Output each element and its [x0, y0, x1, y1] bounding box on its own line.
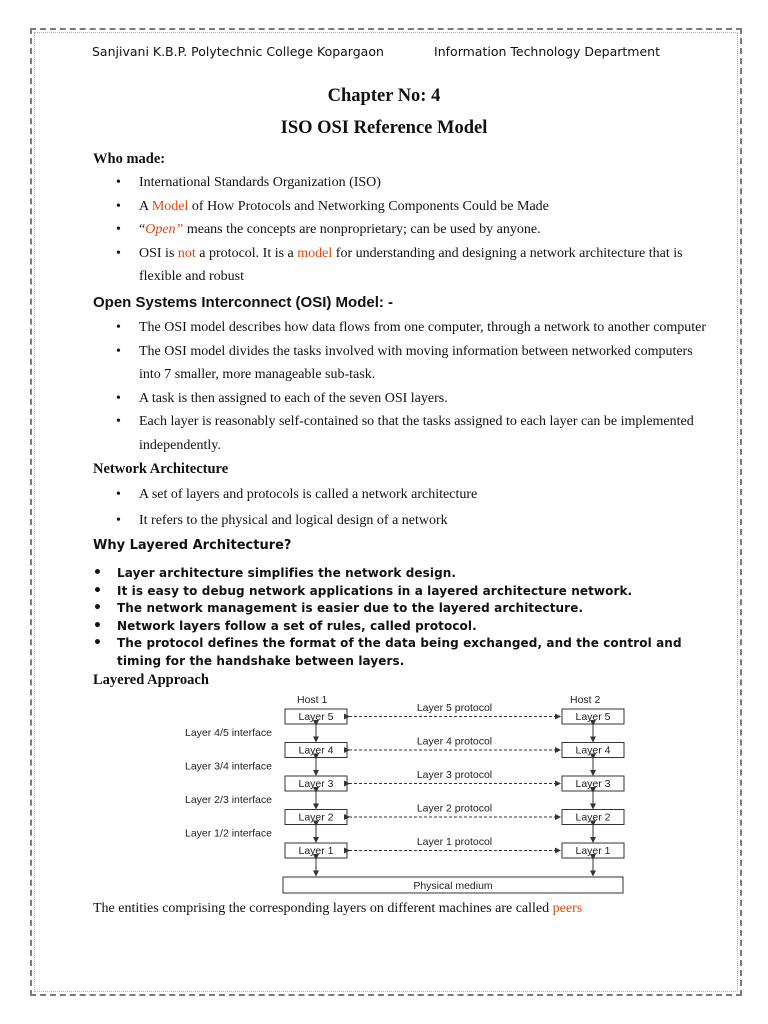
list-item: • Network layers follow a set of rules, called protocol.	[0, 618, 727, 636]
osi-model-list	[0, 316, 729, 457]
host1-layer-label: Layer 2	[298, 811, 334, 824]
list-item: • The network management is easier due to the layered architecture.	[0, 600, 727, 618]
host2-layer-label: Layer 2	[575, 811, 611, 824]
college-name: Sanjivani K.B.P. Polytechnic College Kopargaon	[92, 44, 384, 59]
who-made-heading: Who made:	[93, 151, 166, 167]
who-made-list	[0, 171, 699, 289]
list-item: • “Open” means the concepts are nonproprietary; can be used by anyone.	[0, 218, 699, 242]
list-item: • OSI is not a protocol. It is a model for understanding and designing a network architecture that is flexible and robust	[0, 242, 699, 289]
protocol-label: Layer 4 protocol	[416, 735, 493, 748]
why-layered-heading: Why Layered Architecture?	[93, 538, 292, 553]
host1-layer-label: Layer 3	[298, 778, 334, 790]
host2-layer-label: Layer 1	[575, 845, 611, 857]
list-item: • The OSI model divides the tasks involved with moving information between networked computers into 7 smaller, more manageable sub-task.	[0, 340, 699, 387]
interface-label: Layer 3/4 interface	[185, 760, 272, 773]
host2-layer-label: Layer 5	[575, 711, 611, 723]
list-item: • A set of layers and protocols is called a network architecture	[0, 483, 699, 507]
why-layered-list	[0, 565, 727, 670]
list-item: • International Standards Organization (ISO)	[0, 171, 699, 195]
layers-group	[185, 702, 624, 876]
list-item: • Layer architecture simplifies the network design.	[0, 565, 727, 583]
host1-layer-label: Layer 1	[298, 845, 334, 857]
host2-layer-label: Layer 4	[575, 744, 611, 757]
page-header	[92, 44, 660, 60]
layered-approach-diagram	[185, 692, 630, 898]
department-name: Information Technology Department	[434, 44, 660, 59]
chapter-number: Chapter No: 4	[327, 86, 441, 106]
interface-label: Layer 2/3 interface	[185, 794, 272, 806]
network-architecture-heading: Network Architecture	[93, 461, 229, 477]
host2-layer-label: Layer 3	[575, 778, 611, 790]
layered-approach-heading: Layered Approach	[93, 672, 209, 688]
list-item: • It refers to the physical and logical design of a network	[0, 509, 699, 533]
list-item: • The OSI model describes how data flows from one computer, through a network to another computer	[0, 316, 729, 340]
host1-layer-label: Layer 4	[298, 744, 334, 757]
list-item: • It is easy to debug network applications in a layered architecture network.	[0, 583, 727, 601]
osi-model-heading: Open Systems Interconnect (OSI) Model: -	[93, 294, 394, 311]
protocol-label: Layer 3 protocol	[416, 769, 493, 781]
peers-caption: The entities comprising the corresponding layers on different machines are called peers	[93, 901, 583, 916]
interface-label: Layer 1/2 interface	[185, 827, 272, 840]
list-item: • Each layer is reasonably self-contained so that the tasks assigned to each layer can be implemented independently.	[0, 410, 699, 457]
protocol-label: Layer 1 protocol	[416, 836, 493, 848]
interface-label: Layer 4/5 interface	[185, 727, 272, 739]
protocol-label: Layer 5 protocol	[416, 702, 493, 714]
list-item: • A task is then assigned to each of the seven OSI layers.	[0, 387, 699, 411]
page-title: ISO OSI Reference Model	[280, 118, 488, 138]
physical-medium-label: Physical medium	[413, 880, 493, 892]
list-item: • A Model of How Protocols and Networking Components Could be Made	[0, 195, 699, 219]
host1-label: Host 1	[297, 694, 328, 706]
host1-layer-label: Layer 5	[298, 711, 334, 723]
host2-label: Host 2	[570, 694, 601, 706]
protocol-label: Layer 2 protocol	[416, 802, 493, 815]
list-item: • The protocol defines the format of the data being exchanged, and the control and timing for the handshake between layers.	[0, 635, 727, 670]
network-architecture-list	[0, 483, 699, 532]
